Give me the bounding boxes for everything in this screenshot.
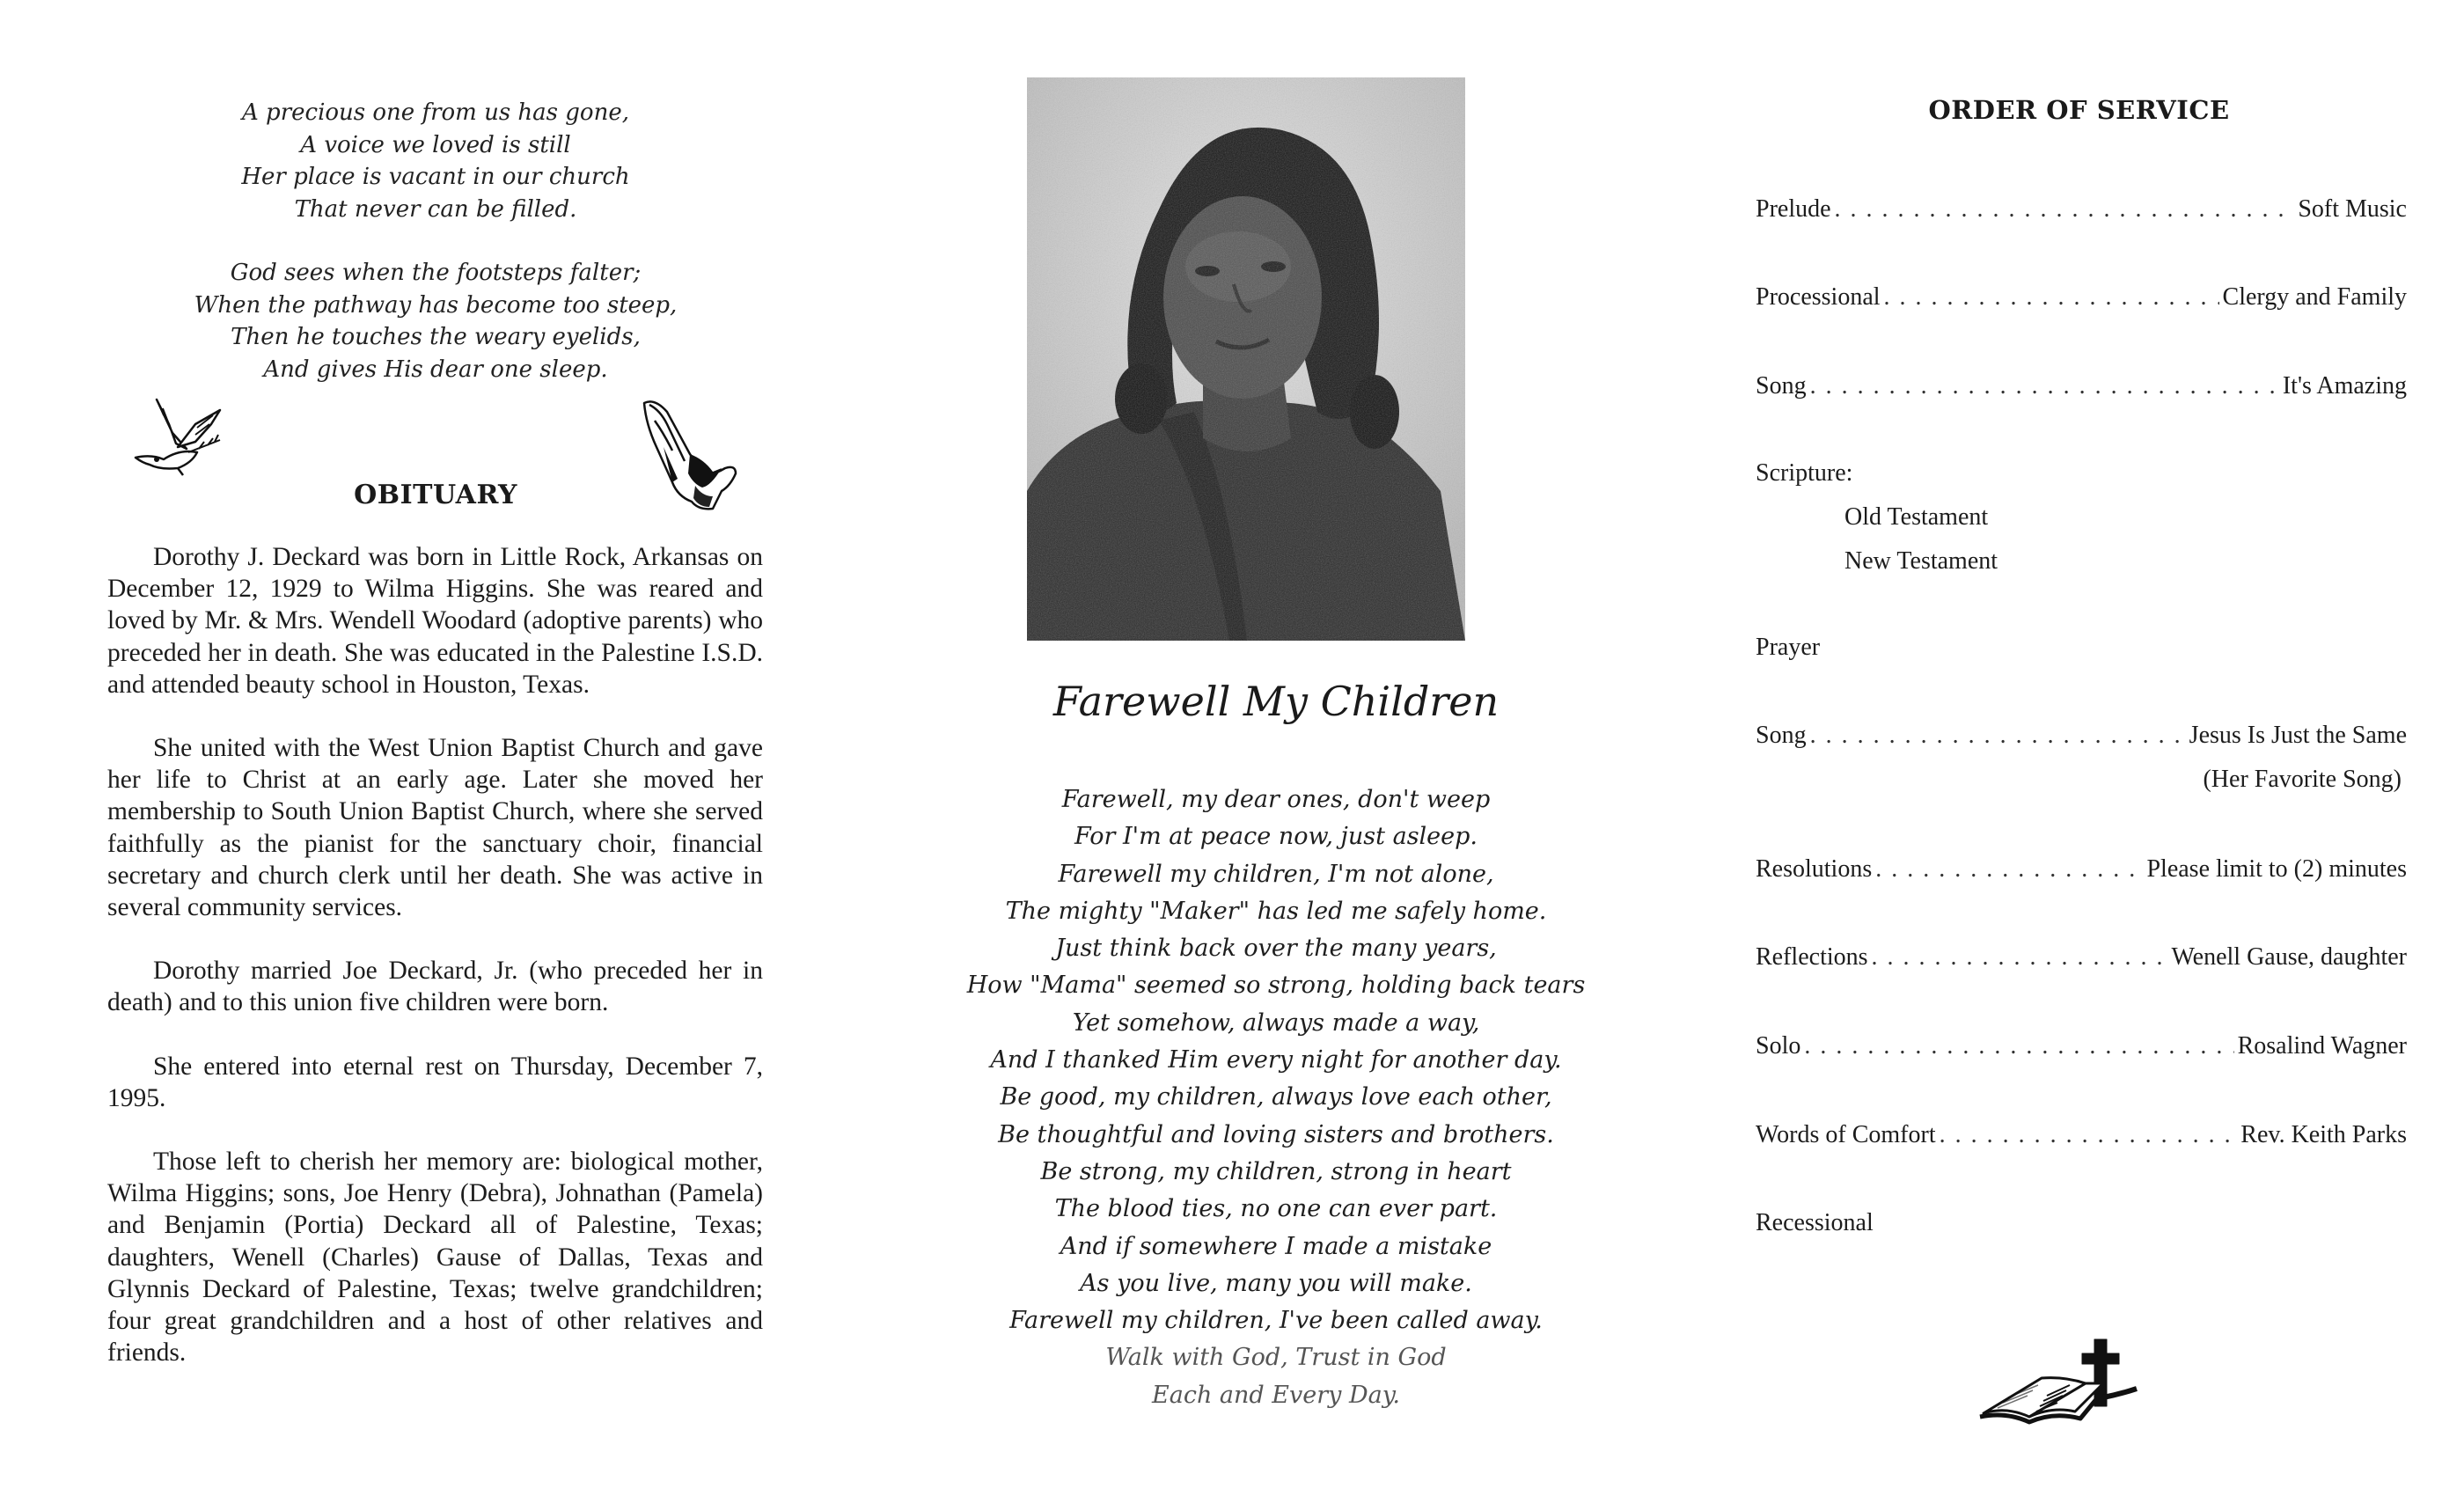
poem-line: Be thoughtful and loving sisters and brothers. xyxy=(998,1120,1554,1148)
service-item-label: Song xyxy=(1756,722,1807,749)
service-item-label: Scripture: xyxy=(1756,459,1853,487)
poem-line: A precious one from us has gone, xyxy=(242,99,629,126)
obituary-body xyxy=(107,541,763,1400)
poem-line: That never can be filled. xyxy=(294,195,577,223)
poem-line: Farewell, my dear ones, don't weep xyxy=(1061,786,1491,813)
service-item-words-of-comfort xyxy=(1756,1121,2407,1149)
dot-leader xyxy=(1940,1121,2238,1149)
service-item-song-favorite xyxy=(1756,722,2407,750)
service-item-label: Resolutions xyxy=(1756,855,1873,883)
poem-line: God sees when the footsteps falter; xyxy=(230,260,642,286)
dot-leader xyxy=(1872,943,2168,972)
service-item-value: Soft Music xyxy=(2298,195,2407,223)
service-item-value: Wenell Gause, daughter xyxy=(2171,943,2407,971)
poem-line: Farewell my children, I've been called away. xyxy=(1009,1307,1543,1335)
service-item-label: Processional xyxy=(1756,283,1881,311)
farewell-poem xyxy=(933,781,1619,1414)
service-item-recessional xyxy=(1756,1209,2407,1237)
dove-icon xyxy=(134,398,250,477)
service-item-song xyxy=(1756,372,2407,400)
service-item-reflections xyxy=(1756,943,2407,972)
poem-line: And gives His dear one sleep. xyxy=(263,356,608,383)
service-item-label: Song xyxy=(1756,372,1807,400)
service-item-prayer xyxy=(1756,634,2407,662)
obituary-paragraph: Those left to cherish her memory are: biological mother, Wilma Higgins; sons, Joe Henry (Debra), Johnathan (Pamela) and Benjamin (Portia) Deckard all of Palestine, Texas; daughters, Wenell (Charles) Gause of Dallas, Texas and Glynnis Deckard of Palestine, Texas; twelve grandchildren; four great grandchildren and a host of other relatives and friends. xyxy=(107,1148,763,1368)
order-of-service-heading: ORDER OF SERVICE xyxy=(1928,95,2230,125)
dot-leader xyxy=(1835,195,2295,224)
farewell-poem-title: Farewell My Children xyxy=(1052,678,1500,725)
dot-leader xyxy=(1875,855,2143,884)
service-item-value: It's Amazing xyxy=(2282,372,2407,400)
poem-line: And if somewhere I made a mistake xyxy=(1060,1232,1492,1260)
service-item-label: Words of Comfort xyxy=(1756,1121,1936,1148)
song-note: (Her Favorite Song) xyxy=(2203,766,2402,793)
poem-line: Each and Every Day. xyxy=(1152,1381,1400,1409)
poem-line: The blood ties, no one can ever part. xyxy=(1054,1195,1498,1223)
dot-leader xyxy=(1810,372,2279,400)
poem-line: For I'm at peace now, just asleep. xyxy=(1074,823,1478,851)
obituary-paragraph: Dorothy J. Deckard was born in Little Rock, Arkansas on December 12, 1929 to Wilma Higgins. She was reared and loved by Mr. & Mrs. Wendell Woodard (adoptive parents) who preceded her in death. She was educated in the Palestine I.S.D. and attended beauty school in Houston, Texas. xyxy=(107,543,763,699)
poem-line: How "Mama" seemed so strong, holding back tears xyxy=(966,972,1586,1000)
poem-line: The mighty "Maker" has led me safely home. xyxy=(1005,897,1547,925)
poem-line: As you live, many you will make. xyxy=(1080,1269,1472,1297)
dot-leader xyxy=(1884,283,2219,312)
dot-leader xyxy=(1804,1032,2233,1060)
service-item-value: Clergy and Family xyxy=(2222,283,2407,311)
service-item-value: Please limit to (2) minutes xyxy=(2146,855,2407,883)
poem-line: Yet somehow, always made a way, xyxy=(1072,1008,1480,1037)
poem-line: Farewell my children, I'm not alone, xyxy=(1058,860,1494,888)
service-item-value: Jesus Is Just the Same xyxy=(2189,722,2407,749)
service-item-label: Recessional xyxy=(1756,1209,1874,1236)
service-item-processional xyxy=(1756,283,2407,312)
service-item-scripture xyxy=(1756,459,2407,488)
obituary-paragraph: Dorothy married Joe Deckard, Jr. (who preceded her in death) and to this union five children were born. xyxy=(107,957,763,1017)
obituary-heading: OBITUARY xyxy=(354,480,517,510)
obituary-paragraph: She united with the West Union Baptist Church and gave her life to Christ at an early age. Later she moved her membership to South Union Baptist Church, where she served faithfully as the pianist for the sanctuary choir, financial secretary and church clerk until her death. She was active in several community services. xyxy=(107,734,763,922)
poem-line: Be strong, my children, strong in heart xyxy=(1040,1157,1512,1185)
service-item-label: Reflections xyxy=(1756,943,1868,971)
portrait-image xyxy=(1027,77,1465,641)
poem-line: When the pathway has become too steep, xyxy=(194,291,678,319)
poem-line: Walk with God, Trust in God xyxy=(1105,1344,1447,1372)
opening-poem xyxy=(110,97,761,417)
poem-line: A voice we loved is still xyxy=(300,131,571,158)
bible-and-cross-icon xyxy=(1971,1320,2174,1430)
poem-line: And I thanked Him every night for another day. xyxy=(990,1046,1562,1074)
portrait-photo xyxy=(1027,77,1465,641)
poem-line: Just think back over the many years, xyxy=(1055,935,1497,963)
scripture-new-testament: New Testament xyxy=(1844,547,1998,575)
poem-line: Be good, my children, always love each other, xyxy=(1000,1083,1552,1111)
service-item-resolutions xyxy=(1756,855,2407,884)
poem-line: Then he touches the weary eyelids, xyxy=(231,324,641,350)
scripture-old-testament: Old Testament xyxy=(1844,503,1989,531)
service-item-value: Rev. Keith Parks xyxy=(2240,1121,2407,1148)
poem-stanza-2 xyxy=(110,257,761,385)
service-item-solo xyxy=(1756,1032,2407,1060)
service-item-prelude xyxy=(1756,195,2407,224)
obituary-paragraph: She entered into eternal rest on Thursday, December 7, 1995. xyxy=(107,1052,763,1112)
dot-leader xyxy=(1810,722,2186,750)
service-item-label: Prelude xyxy=(1756,195,1831,223)
poem-stanza-1 xyxy=(110,97,761,225)
service-item-value: Rosalind Wagner xyxy=(2237,1032,2407,1060)
service-item-label: Solo xyxy=(1756,1032,1801,1060)
service-item-label: Prayer xyxy=(1756,634,1821,661)
poem-line: Her place is vacant in our church xyxy=(241,164,630,190)
